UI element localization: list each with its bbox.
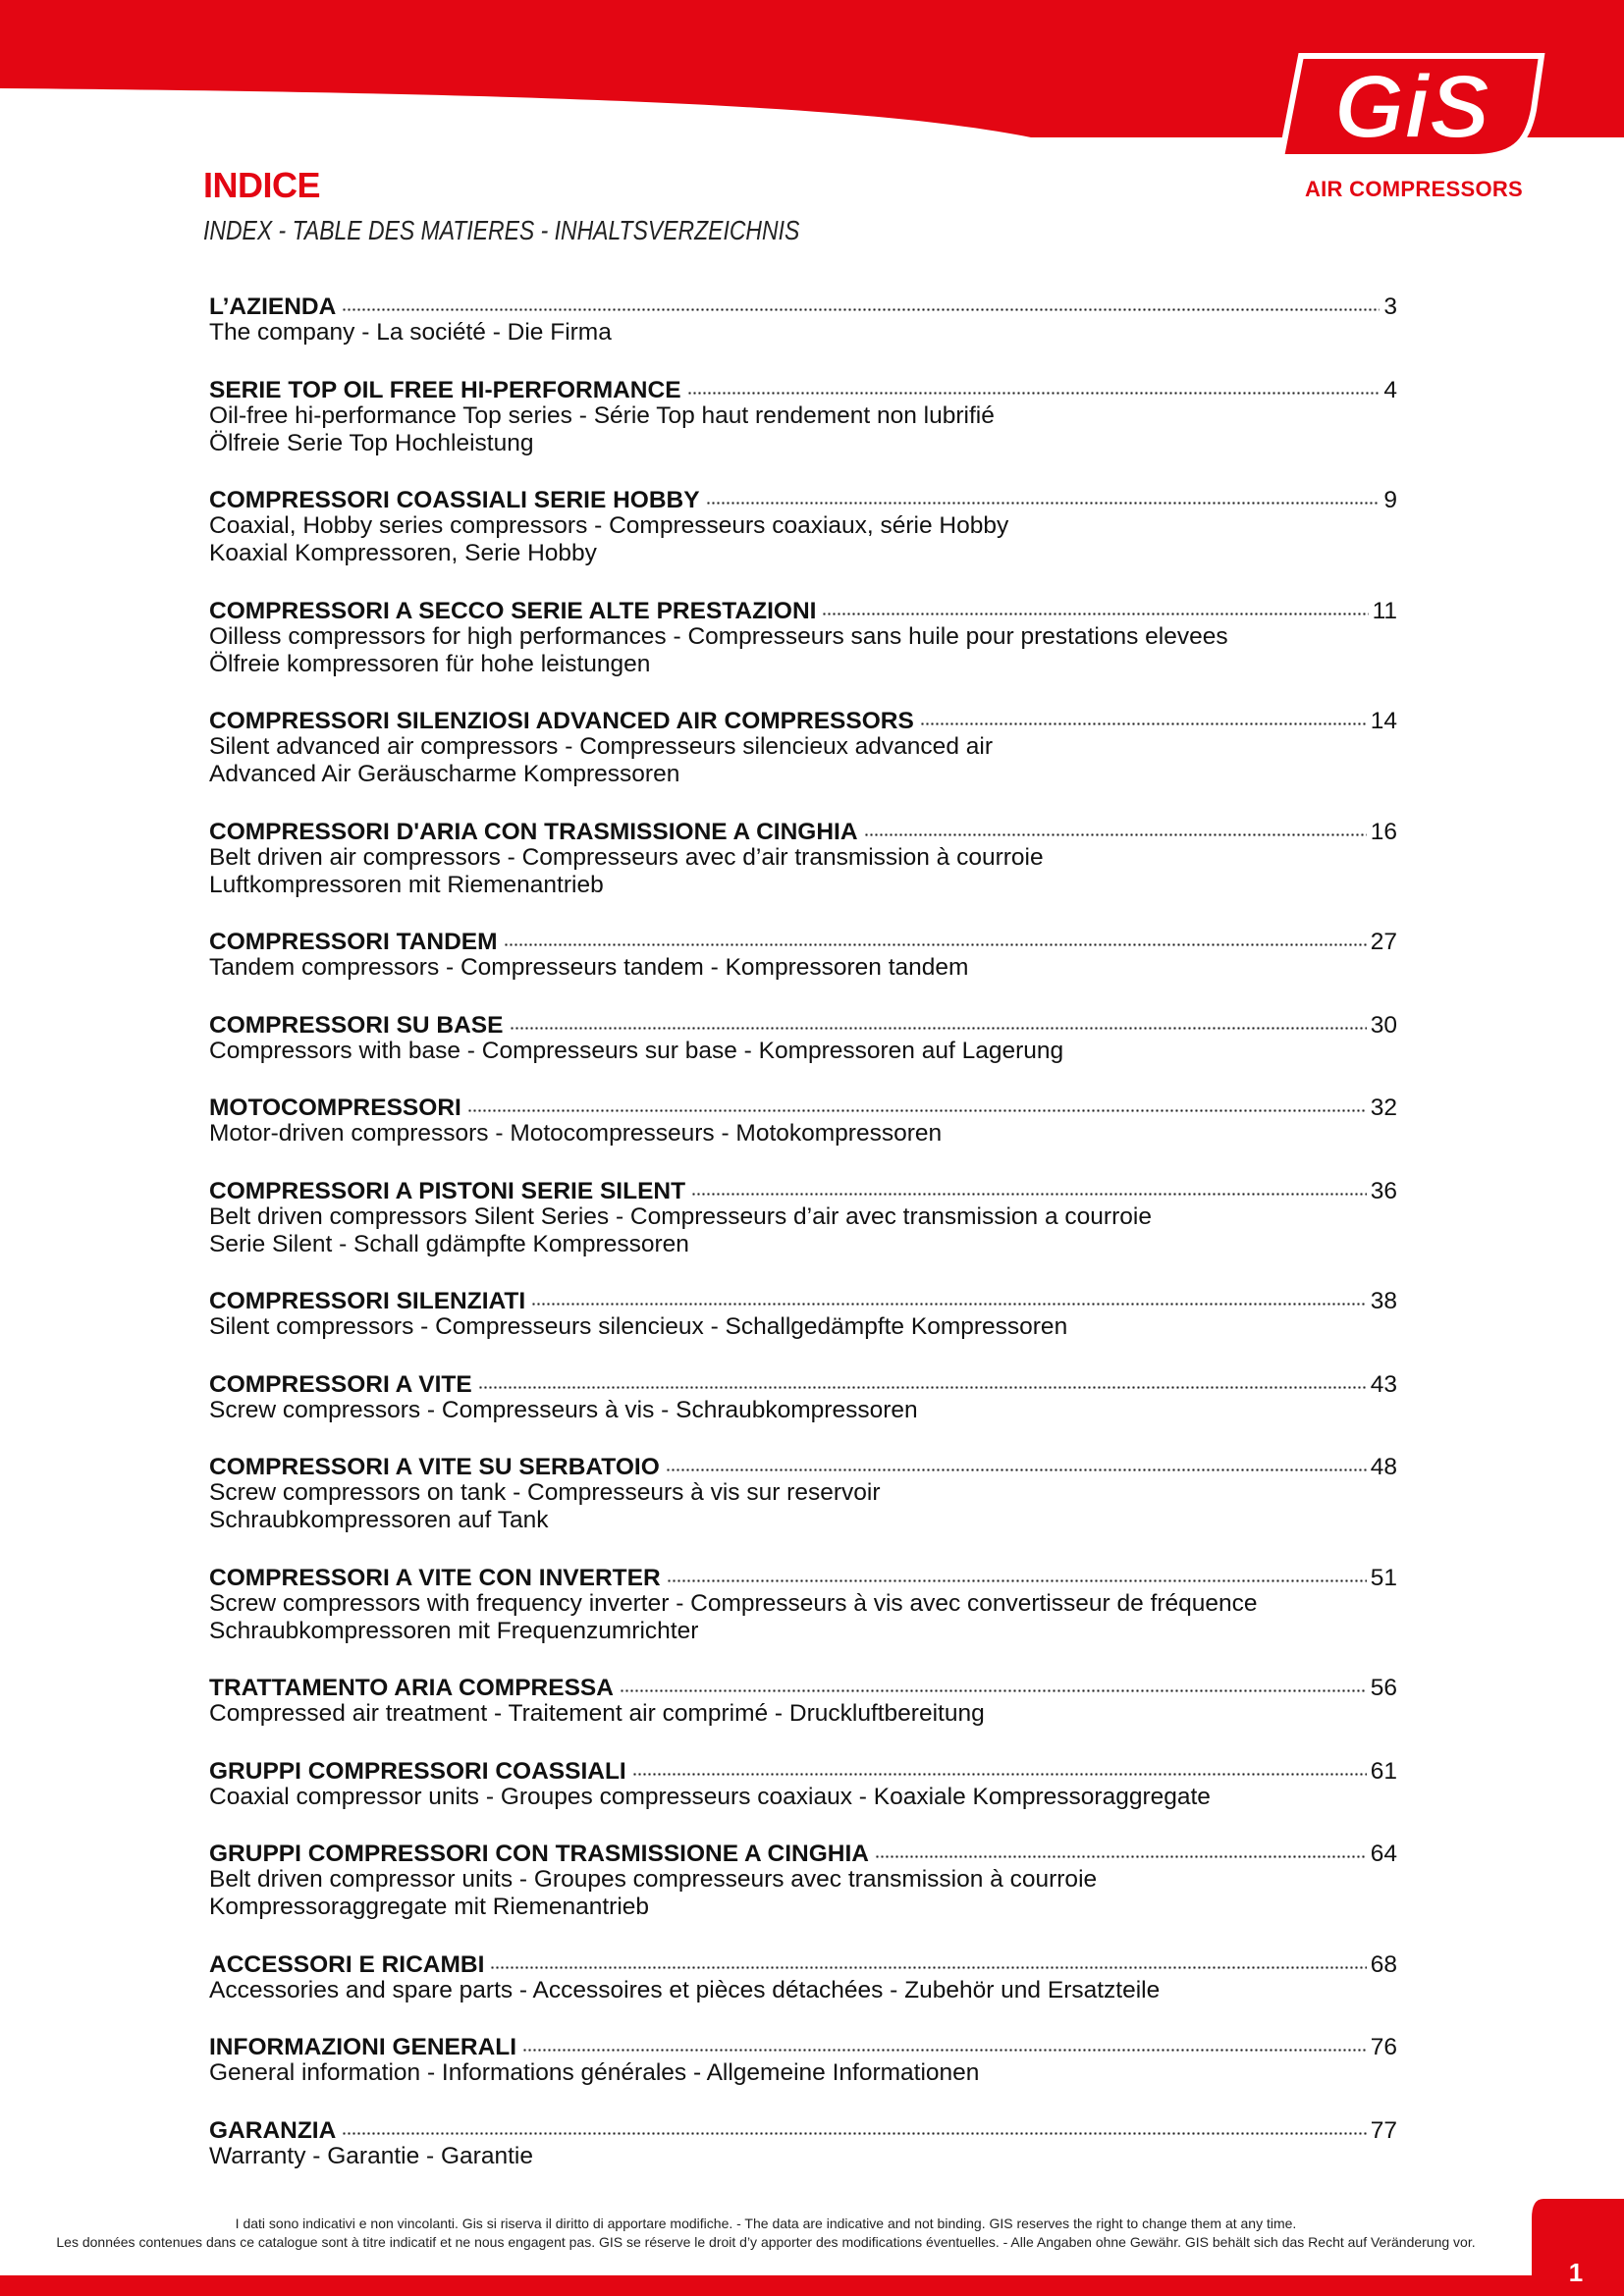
toc-entry-description: Koaxial Kompressoren, Serie Hobby: [209, 540, 597, 566]
toc-entry-title[interactable]: COMPRESSORI SU BASE: [209, 1011, 504, 1039]
toc-entry[interactable]: [209, 1451, 1397, 1534]
toc-entry[interactable]: [209, 2031, 1397, 2087]
toc-entry-description: Silent advanced air compressors - Compresseurs silencieux advanced air: [209, 733, 993, 760]
brand-tagline: AIR COMPRESSORS: [1304, 177, 1524, 201]
toc-entry[interactable]: [209, 705, 1397, 788]
logo-lettering: GiS: [1333, 57, 1490, 157]
toc-entry[interactable]: [209, 1755, 1397, 1811]
toc-entry[interactable]: [209, 1368, 1397, 1424]
dot-leader: [531, 1285, 1367, 1308]
toc-page-number[interactable]: 3: [1383, 294, 1397, 320]
toc-entry-description: Luftkompressoren mit Riemenantrieb: [209, 871, 604, 898]
dot-leader: [920, 705, 1367, 728]
toc-page-number[interactable]: 56: [1370, 1675, 1397, 1701]
footer-line: Les données contenues dans ce catalogue sont à titre indicatif et ne nous engagent pas. GIS se réserve le droit d’y apporter des modifications éventuelles. - Alle Angaben ohne Gewähr. GIS behält sich das Recht auf Veränderung vor.: [56, 2234, 1476, 2250]
toc-page-number[interactable]: 4: [1383, 376, 1397, 403]
toc-entry[interactable]: [209, 1285, 1397, 1341]
toc-entry-description: Advanced Air Geräuscharme Kompressoren: [209, 761, 680, 787]
dot-leader: [687, 374, 1380, 398]
page-subtitle: INDEX - TABLE DES MATIERES - INHALTSVERZEICHNIS: [203, 215, 800, 245]
dot-leader: [691, 1175, 1367, 1199]
toc-page-number[interactable]: 68: [1370, 1950, 1397, 1978]
dot-leader: [504, 926, 1367, 949]
toc-entry-title[interactable]: TRATTAMENTO ARIA COMPRESSA: [209, 1675, 614, 1701]
toc-entry-description: Oil-free hi-performance Top series - Série Top haut rendement non lubrifié: [209, 401, 995, 429]
dot-leader: [467, 1092, 1367, 1115]
toc-page-number[interactable]: 32: [1370, 1095, 1397, 1121]
toc-entry-title[interactable]: COMPRESSORI A VITE SU SERBATOIO: [209, 1454, 660, 1480]
toc-entry-title[interactable]: GRUPPI COMPRESSORI CON TRASMISSIONE A CINGHIA: [209, 1841, 869, 1867]
toc-page-number[interactable]: 36: [1370, 1177, 1397, 1204]
toc-entry-description: Accessories and spare parts - Accessoires et pièces détachées - Zubehör und Ersatzteile: [209, 1976, 1161, 2003]
toc-entry-title[interactable]: COMPRESSORI A PISTONI SERIE SILENT: [209, 1177, 686, 1204]
toc-entry-description: Compressors with base - Compresseurs sur base - Kompressoren auf Lagerung: [209, 1037, 1064, 1064]
dot-leader: [667, 1562, 1367, 1585]
toc-page-number[interactable]: 9: [1383, 487, 1397, 513]
toc-page-number[interactable]: 77: [1370, 2116, 1397, 2144]
page-number: 1: [1568, 2258, 1584, 2287]
toc-entry-description: Motor-driven compressors - Motocompresseurs - Motokompressoren: [209, 1120, 943, 1147]
dot-leader: [342, 291, 1380, 314]
toc-entry[interactable]: [209, 1562, 1397, 1645]
toc-entry-description: Warranty - Garantie - Garantie: [209, 2142, 533, 2169]
table-of-contents: [209, 291, 1397, 2197]
toc-entry-description: Belt driven compressors Silent Series - Compresseurs d’air avec transmission a courroie: [209, 1202, 1152, 1230]
toc-entry-title[interactable]: COMPRESSORI A VITE: [209, 1370, 472, 1398]
toc-entry[interactable]: [209, 595, 1397, 678]
toc-entry[interactable]: [209, 1672, 1397, 1728]
toc-entry[interactable]: [209, 291, 1397, 347]
toc-page-number[interactable]: 16: [1370, 818, 1397, 845]
toc-entry-description: Oilless compressors for high performances - Compresseurs sans huile pour prestations elevees: [209, 622, 1228, 650]
dot-leader: [666, 1451, 1367, 1474]
toc-page-number[interactable]: 51: [1370, 1564, 1397, 1591]
toc-entry-title[interactable]: GARANZIA: [209, 2116, 337, 2144]
toc-entry[interactable]: [209, 484, 1397, 567]
toc-page-number[interactable]: 76: [1370, 2034, 1397, 2060]
toc-page-number[interactable]: 38: [1370, 1288, 1397, 1314]
toc-entry[interactable]: [209, 2114, 1397, 2170]
dot-leader: [864, 816, 1367, 839]
toc-entry[interactable]: [209, 1009, 1397, 1065]
toc-entry-description: Schraubkompressoren auf Tank: [209, 1507, 549, 1533]
toc-page-number[interactable]: 30: [1370, 1011, 1397, 1039]
toc-entry-description: Silent compressors - Compresseurs silencieux - Schallgedämpfte Kompressoren: [209, 1313, 1068, 1340]
dot-leader: [478, 1368, 1367, 1392]
dot-leader: [342, 2114, 1366, 2138]
toc-entry-title[interactable]: MOTOCOMPRESSORI: [209, 1095, 461, 1121]
dot-leader: [510, 1009, 1367, 1033]
toc-entry[interactable]: [209, 1092, 1397, 1148]
page-title: INDICE: [203, 165, 321, 205]
toc-page-number[interactable]: 48: [1370, 1454, 1397, 1480]
toc-page-number[interactable]: 27: [1370, 929, 1397, 955]
toc-entry-description: The company - La société - Die Firma: [209, 319, 612, 346]
toc-entry-title[interactable]: COMPRESSORI A SECCO SERIE ALTE PRESTAZIONI: [209, 597, 817, 624]
toc-entry[interactable]: [209, 1838, 1397, 1921]
dot-leader: [620, 1672, 1367, 1695]
toc-entry-title[interactable]: COMPRESSORI COASSIALI SERIE HOBBY: [209, 487, 700, 513]
bottom-red-band: [0, 2199, 1624, 2296]
dot-leader: [632, 1755, 1367, 1779]
toc-entry-description: Ölfreie Serie Top Hochleistung: [209, 429, 534, 456]
toc-entry-description: Screw compressors - Compresseurs à vis - Schraubkompressoren: [209, 1396, 918, 1423]
toc-entry[interactable]: [209, 1175, 1397, 1258]
toc-page-number[interactable]: 64: [1370, 1841, 1397, 1867]
toc-page-number[interactable]: 43: [1370, 1370, 1397, 1398]
toc-page-number[interactable]: 11: [1372, 597, 1397, 624]
toc-entry-title[interactable]: COMPRESSORI A VITE CON INVERTER: [209, 1564, 661, 1591]
toc-entry-title[interactable]: COMPRESSORI D'ARIA CON TRASMISSIONE A CINGHIA: [209, 818, 858, 845]
toc-entry-description: Belt driven compressor units - Groupes compresseurs avec transmission à courroie: [209, 1866, 1098, 1893]
dot-leader: [490, 1949, 1366, 1972]
toc-entry-title[interactable]: COMPRESSORI SILENZIOSI ADVANCED AIR COMPRESSORS: [209, 708, 914, 734]
toc-entry-description: Kompressoraggregate mit Riemenantrieb: [209, 1894, 650, 1920]
gis-logo-icon: [1276, 51, 1551, 169]
toc-entry-title[interactable]: SERIE TOP OIL FREE HI-PERFORMANCE: [209, 376, 681, 403]
toc-entry-description: Schraubkompressoren mit Frequenzumrichter: [209, 1617, 699, 1644]
dot-leader: [822, 595, 1368, 618]
toc-entry[interactable]: [209, 1949, 1397, 2004]
toc-entry-description: Coaxial compressor units - Groupes compresseurs coaxiaux - Koaxiale Kompressoraggregate: [209, 1783, 1211, 1810]
toc-entry-title[interactable]: COMPRESSORI SILENZIATI: [209, 1288, 526, 1314]
toc-entry-description: Tandem compressors - Compresseurs tandem - Kompressoren tandem: [209, 954, 969, 981]
toc-entry-description: Serie Silent - Schall gdämpfte Kompressoren: [209, 1230, 689, 1257]
toc-entry-description: Screw compressors with frequency inverter - Compresseurs à vis avec convertisseur de fréquence: [209, 1589, 1258, 1617]
toc-entry-description: Screw compressors on tank - Compresseurs à vis sur reservoir: [209, 1479, 881, 1506]
toc-entry[interactable]: [209, 816, 1397, 899]
toc-page-number[interactable]: 61: [1370, 1757, 1397, 1785]
toc-entry-description: General information - Informations générales - Allgemeine Informationen: [209, 2059, 980, 2086]
toc-entry-title[interactable]: ACCESSORI E RICAMBI: [209, 1950, 485, 1978]
toc-page-number[interactable]: 14: [1370, 708, 1397, 734]
dot-leader: [706, 484, 1380, 507]
toc-entry-description: Compressed air treatment - Traitement air comprimé - Druckluftbereitung: [209, 1700, 985, 1727]
toc-entry-title[interactable]: L’AZIENDA: [209, 294, 337, 320]
toc-entry-title[interactable]: GRUPPI COMPRESSORI COASSIALI: [209, 1757, 626, 1785]
toc-entry-title[interactable]: COMPRESSORI TANDEM: [209, 929, 498, 955]
toc-entry-description: Coaxial, Hobby series compressors - Compresseurs coaxiaux, série Hobby: [209, 512, 1009, 539]
dot-leader: [522, 2031, 1367, 2055]
toc-entry-description: Ölfreie kompressoren für hohe leistungen: [209, 650, 651, 677]
footer-line: I dati sono indicativi e non vincolanti. Gis si riserva il diritto di apportare modifiche. - The data are indicative and not binding. GIS reserves the right to change them at any time.: [235, 2216, 1297, 2231]
toc-entry[interactable]: [209, 374, 1397, 457]
toc-entry-title[interactable]: INFORMAZIONI GENERALI: [209, 2034, 517, 2060]
dot-leader: [875, 1838, 1367, 1861]
toc-entry-description: Belt driven air compressors - Compresseurs avec d’air transmission à courroie: [209, 843, 1044, 871]
toc-entry[interactable]: [209, 926, 1397, 982]
